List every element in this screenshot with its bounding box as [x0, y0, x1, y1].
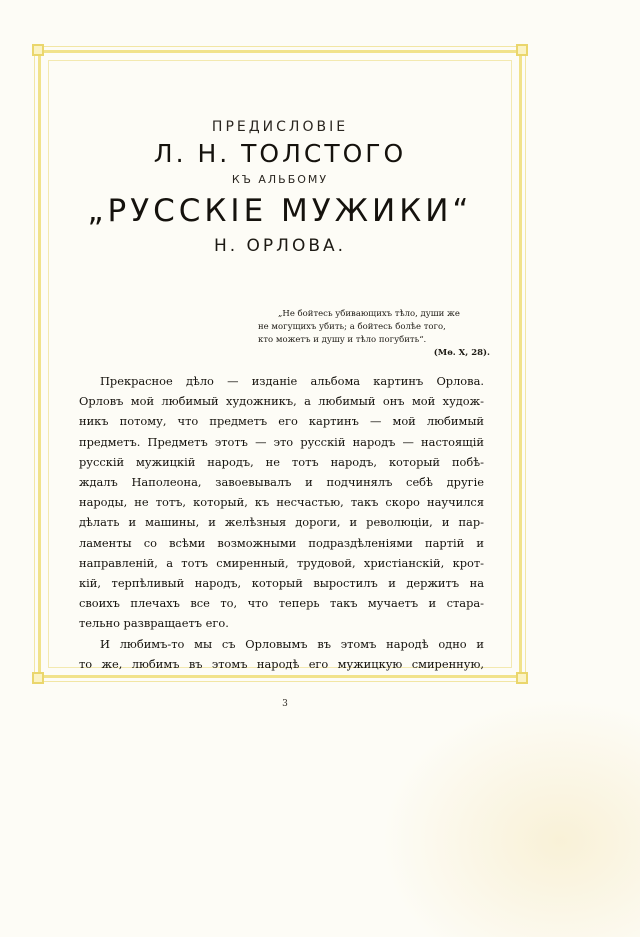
body-line: народы, не тотъ, который, къ несчастью, такъ скоро научился — [79, 495, 484, 510]
body-line: ламенты со всѣми возможными подраздѣленіями партій и — [79, 535, 484, 550]
frame-corner-ornament — [516, 44, 528, 56]
title-author-name: Л. Н. ТОЛСТОГО — [153, 139, 407, 168]
frame-corner-ornament — [516, 672, 528, 684]
body-line: кій, терпѣливый народъ, который выростилъ и держитъ на — [79, 576, 484, 591]
body-line: дѣлать и машины, и желѣзныя дороги, и революціи, и пар- — [79, 515, 484, 530]
epigraph-line: кто можетъ и душу и тѣло погубить“. — [258, 335, 427, 345]
body-line: И любимъ-то мы съ Орловымъ въ этомъ народѣ одно и — [100, 636, 484, 651]
frame-corner-ornament — [32, 44, 44, 56]
body-line: тельно развращаетъ его. — [79, 616, 229, 631]
epigraph-reference: (Мѳ. X, 28). — [433, 348, 490, 358]
body-line: русскій мужицкій народъ, не тотъ народъ, который побѣ- — [79, 454, 484, 469]
body-line: Орловъ мой любимый художникъ, а любимый онъ мой худож- — [79, 394, 484, 409]
body-line: Прекрасное дѣло — изданіе альбома картинъ Орлова. — [100, 374, 484, 388]
body-text — [79, 371, 484, 674]
page-number: 3 — [282, 699, 288, 709]
body-line: ждалъ Наполеона, завоевывалъ и подчинялъ себѣ другіе — [79, 475, 484, 490]
title-to-album: КЪ АЛЬБОМУ — [231, 173, 329, 186]
body-line: своихъ плечахъ все то, что теперь такъ мучаетъ и старa- — [79, 596, 484, 611]
epigraph — [258, 308, 490, 360]
body-line: то же, любимъ въ этомъ народѣ его мужицкую смиренную, — [79, 656, 484, 671]
title-preface: ПРЕДИСЛОВІЕ — [211, 119, 349, 135]
title-block — [50, 118, 510, 258]
title-album-name: „РУССКІЕ МУЖИКИ“ — [87, 193, 473, 229]
epigraph-line: не могущихъ убить; а бойтесь болѣе того, — [258, 322, 446, 332]
title-artist-name: Н. ОРЛОВА. — [213, 236, 347, 256]
paper-stain — [380, 697, 640, 937]
body-line: направленій, а тотъ смиренный, трудовой, христіанскій, крот- — [79, 555, 484, 570]
epigraph-line: „Не бойтесь убивающихъ тѣло, души же — [278, 309, 460, 319]
body-line: предметъ. Предметъ этотъ — это русскій народъ — настоящій — [79, 434, 484, 449]
frame-corner-ornament — [32, 672, 44, 684]
body-line: никъ потому, что предметъ его картинъ — мой любимый — [79, 414, 484, 429]
